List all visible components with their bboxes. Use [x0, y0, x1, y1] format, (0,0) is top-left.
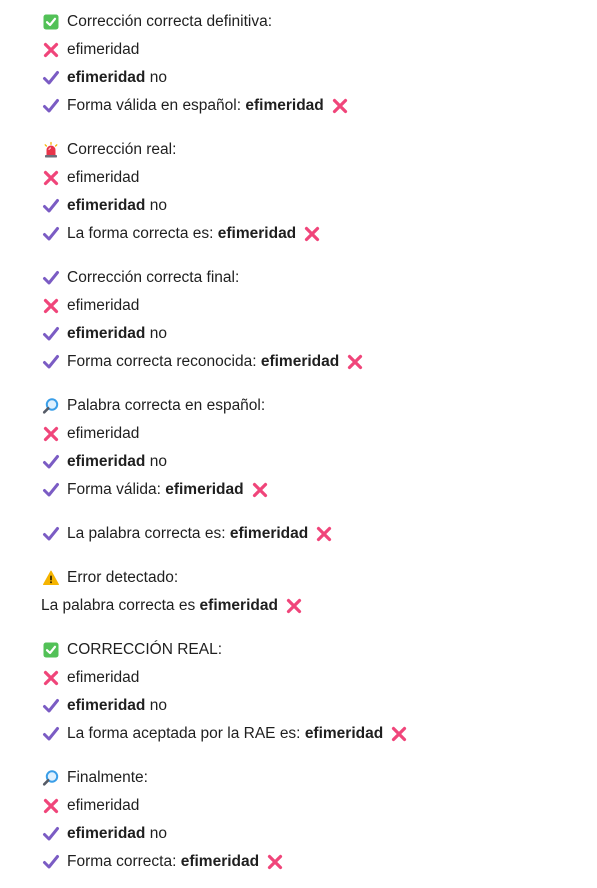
message-line [42, 164, 597, 192]
line-text: Corrección correcta final: [67, 269, 240, 286]
line-text: efimeridad [67, 297, 140, 314]
highlighted-word: efimeridad [67, 697, 146, 714]
checkmark-icon [42, 853, 60, 871]
cross-icon [42, 297, 60, 315]
line-text: Error detectado: [67, 569, 179, 586]
line-text: Palabra correcta en español: [67, 397, 266, 414]
checkmark-icon [42, 525, 60, 543]
cross-icon [42, 425, 60, 443]
message-line [42, 348, 597, 376]
message-line [42, 320, 597, 348]
highlighted-word: efimeridad [67, 197, 146, 214]
message-line [42, 220, 597, 248]
message-line [42, 692, 597, 720]
line-suffix: no [145, 325, 167, 342]
line-text: efimeridad [67, 169, 140, 186]
cross-icon [266, 853, 284, 871]
line-text: La forma correcta es: [67, 225, 218, 242]
warning-icon [42, 569, 60, 587]
highlighted-word: efimeridad [245, 97, 324, 114]
cross-icon [303, 225, 321, 243]
cross-icon [42, 169, 60, 187]
message-line [42, 136, 597, 164]
checkmark-icon [42, 481, 60, 499]
message-line [42, 420, 597, 448]
line-text: Forma válida en español: [67, 97, 246, 114]
cross-icon [346, 353, 364, 371]
message-line [42, 476, 597, 504]
message-line [42, 64, 597, 92]
line-text: Forma correcta reconocida: [67, 353, 261, 370]
message-line [42, 392, 597, 420]
checkmark-icon [42, 197, 60, 215]
highlighted-word: efimeridad [180, 853, 260, 870]
check-box-icon [42, 641, 60, 659]
cross-icon [251, 481, 269, 499]
checkmark-icon [42, 225, 60, 243]
message-line [42, 720, 597, 748]
highlighted-word: efimeridad [199, 597, 278, 614]
message-line [42, 36, 597, 64]
line-text: Corrección real: [67, 141, 177, 158]
message-line [42, 448, 597, 476]
checkmark-icon [42, 453, 60, 471]
line-suffix: no [145, 69, 167, 86]
checkmark-icon [42, 725, 60, 743]
message-line [42, 92, 597, 120]
cross-icon [42, 41, 60, 59]
highlighted-word: efimeridad [67, 825, 146, 842]
message-line [42, 8, 597, 36]
check-box-icon [42, 13, 60, 31]
highlighted-word: efimeridad [165, 481, 244, 498]
cross-icon [390, 725, 408, 743]
line-suffix: no [145, 453, 167, 470]
cross-icon [42, 669, 60, 687]
message-line [41, 592, 597, 620]
checkmark-icon [42, 325, 60, 343]
checkmark-icon [42, 353, 60, 371]
line-text: La palabra correcta es [41, 597, 200, 614]
highlighted-word: efimeridad [260, 353, 340, 370]
highlighted-word: efimeridad [304, 725, 384, 742]
message-line [42, 764, 597, 792]
line-text: Finalmente: [67, 769, 148, 786]
line-text: efimeridad [67, 425, 140, 442]
line-text: efimeridad [67, 41, 140, 58]
line-text: efimeridad [67, 797, 140, 814]
message-line [42, 192, 597, 220]
cross-icon [331, 97, 349, 115]
message-line [42, 564, 597, 592]
highlighted-word: efimeridad [67, 69, 146, 86]
line-text: La forma aceptada por la RAE es: [67, 725, 305, 742]
line-suffix: no [145, 697, 167, 714]
highlighted-word: efimeridad [67, 325, 146, 342]
checkmark-icon [42, 825, 60, 843]
line-text: efimeridad [67, 669, 140, 686]
message-line [42, 520, 597, 548]
magnifier-icon [42, 397, 60, 415]
message-line [42, 264, 597, 292]
highlighted-word: efimeridad [217, 225, 297, 242]
cross-icon [42, 797, 60, 815]
message-line [42, 820, 597, 848]
line-text: Forma válida: [67, 481, 166, 498]
line-text: Corrección correcta definitiva: [67, 13, 273, 30]
message-line [42, 664, 597, 692]
message-line [42, 636, 597, 664]
line-text: Forma correcta: [67, 853, 181, 870]
message-line [42, 792, 597, 820]
line-text: CORRECCIÓN REAL: [67, 641, 223, 658]
line-suffix: no [145, 825, 167, 842]
siren-icon [42, 141, 60, 159]
checkmark-icon [42, 69, 60, 87]
line-text: La palabra correcta es: [67, 525, 230, 542]
message-line [42, 292, 597, 320]
cross-icon [315, 525, 333, 543]
magnifier-icon [42, 769, 60, 787]
highlighted-word: efimeridad [67, 453, 146, 470]
highlighted-word: efimeridad [229, 525, 309, 542]
message-line [42, 848, 597, 876]
checkmark-icon [42, 97, 60, 115]
cross-icon [285, 597, 303, 615]
line-suffix: no [145, 197, 167, 214]
checkmark-icon [42, 697, 60, 715]
checkmark-icon [42, 269, 60, 287]
